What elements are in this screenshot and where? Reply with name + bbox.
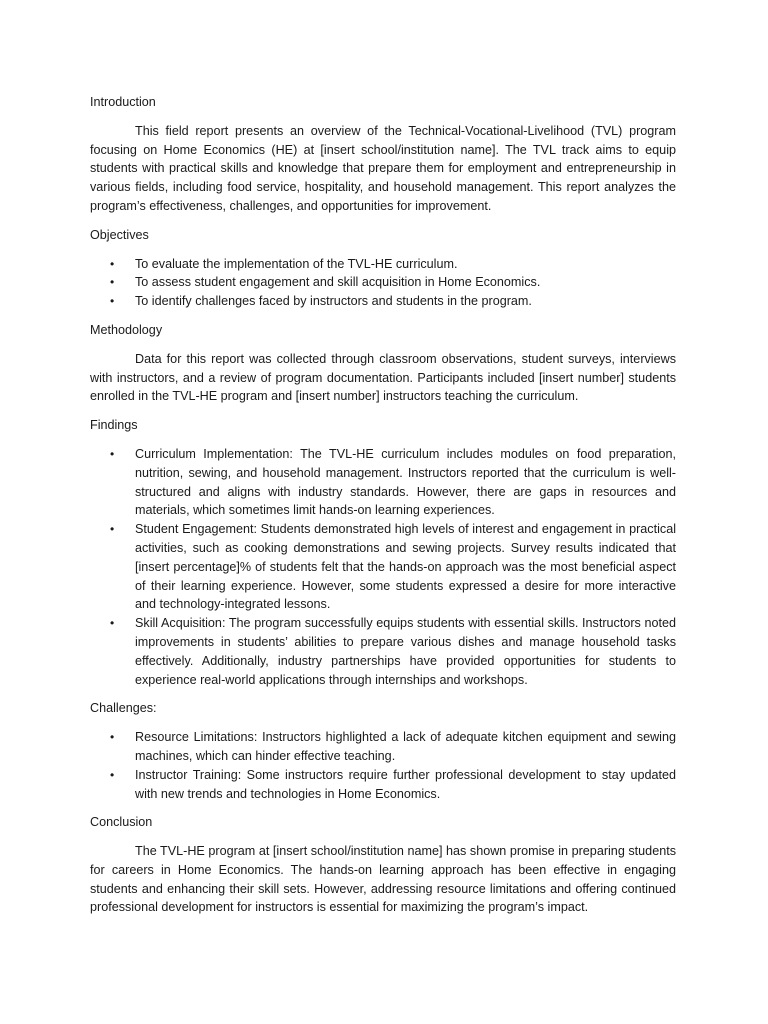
list-item xyxy=(90,273,676,292)
bullet-icon: • xyxy=(110,767,115,782)
list-item xyxy=(90,292,676,311)
section-objectives xyxy=(90,226,676,311)
list-item-text: To assess student engagement and skill acquisition in Home Economics. xyxy=(135,275,541,290)
list-item xyxy=(90,766,676,804)
bullet-list xyxy=(90,445,676,689)
section-paragraph: Data for this report was collected through classroom observations, student surveys, interviews with instructors, and a review of program documentation. Participants included [insert number] students enrolled in the TVL-HE program and [insert number] instructors teaching the curriculum. xyxy=(90,351,676,404)
list-item-text: Curriculum Implementation: The TVL-HE curriculum includes modules on food preparation, nutrition, sewing, and household management. Instructors reported that the curriculum is well-structured and aligns with industry standards. However, there are gaps in resources and materials, which sometimes limit hands-on learning experiences. xyxy=(135,446,676,518)
bullet-icon: • xyxy=(110,294,115,309)
bullet-list xyxy=(90,728,676,803)
bullet-list xyxy=(90,255,676,311)
list-item-text: Instructor Training: Some instructors require further professional development to stay updated with new trends and technologies in Home Economics. xyxy=(135,767,676,801)
section-challenges xyxy=(90,699,676,803)
list-item-text: Resource Limitations: Instructors highlighted a lack of adequate kitchen equipment and sewing machines, which can hinder effective teaching. xyxy=(135,730,676,763)
section-heading: Findings xyxy=(90,418,138,433)
section-introduction xyxy=(90,93,676,216)
bullet-icon: • xyxy=(110,616,115,631)
section-heading: Methodology xyxy=(90,322,163,337)
list-item xyxy=(90,520,676,614)
section-heading: Challenges: xyxy=(90,701,157,716)
bullet-icon: • xyxy=(110,730,115,745)
list-item xyxy=(90,445,676,520)
section-heading: Introduction xyxy=(90,95,156,109)
section-conclusion xyxy=(90,813,676,917)
bullet-icon: • xyxy=(110,522,115,537)
section-methodology xyxy=(90,321,676,406)
section-findings xyxy=(90,416,676,689)
section-heading: Objectives xyxy=(90,227,149,242)
list-item-text: Skill Acquisition: The program successfully equips students with essential skills. Instructors noted improvements in students’ abilities to prepare various dishes and manage household tasks effectively. Additionally, industry partnerships have provided opportunities for students to experience real-world applications through internships and workshops. xyxy=(135,616,676,687)
list-item xyxy=(90,614,676,689)
section-paragraph: The TVL-HE program at [insert school/institution name] has shown promise in preparing students for careers in Home Economics. The hands-on learning approach has been effective in engaging students and enhancing their skill sets. However, addressing resource limitations and offering continued professional development for instructors is essential for maximizing the program’s impact. xyxy=(90,844,676,915)
section-heading: Conclusion xyxy=(90,815,153,830)
bullet-icon: • xyxy=(110,446,115,461)
bullet-icon: • xyxy=(110,256,115,271)
list-item xyxy=(90,728,676,766)
list-item xyxy=(90,255,676,274)
list-item-text: To identify challenges faced by instructors and students in the program. xyxy=(135,294,532,309)
bullet-icon: • xyxy=(110,275,115,290)
section-paragraph: This field report presents an overview of the Technical-Vocational-Livelihood (TVL) program focusing on Home Economics (HE) at [insert school/institution name]. The TVL track aims to equip students with practical skills and knowledge that prepare them for employment and entrepreneurship in various fields, including food service, hospitality, and household management. This report analyzes the program’s effectiveness, challenges, and opportunities for improvement. xyxy=(90,123,676,213)
list-item-text: To evaluate the implementation of the TVL-HE curriculum. xyxy=(135,256,458,271)
list-item-text: Student Engagement: Students demonstrated high levels of interest and engagement in practical activities, such as cooking demonstrations and sewing projects. Survey results indicated that [insert percentage]% of students felt that the hands-on approach was the most beneficial aspect of their learning experience. However, some students expressed a desire for more interactive and technology-integrated lessons. xyxy=(135,522,676,612)
